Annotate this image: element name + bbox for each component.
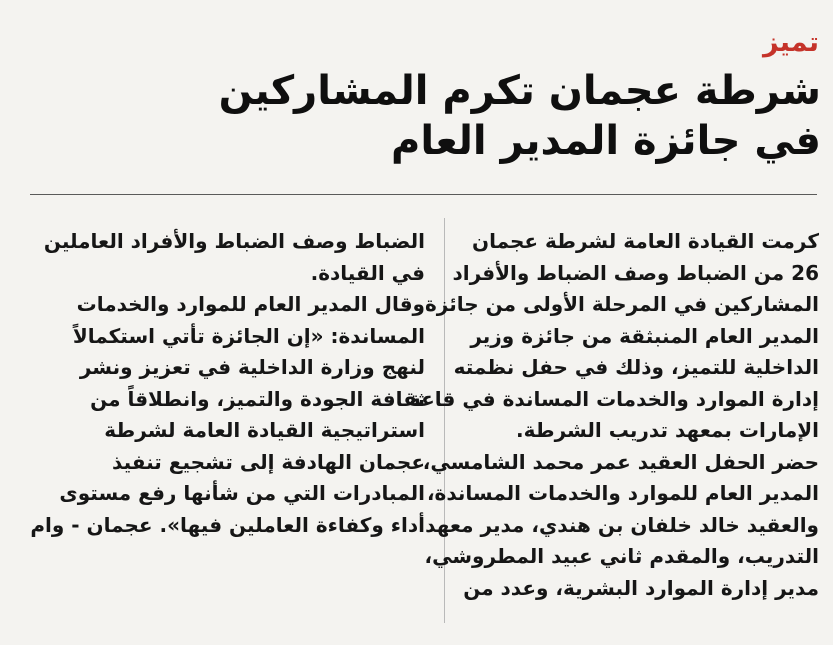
article-line: كرمت القيادة العامة لشرطة عجمان	[472, 229, 819, 253]
article-line: الداخلية للتميز، وذلك في حفل نظمته	[453, 355, 819, 379]
section-tag: تميز	[762, 27, 819, 58]
headline-line-2: في جائزة المدير العام	[391, 118, 821, 164]
article-line: الضباط وصف الضباط والأفراد العاملين	[43, 229, 425, 253]
article-line: أداء وكفاءة العاملين فيها». عجمان - وام	[30, 512, 425, 537]
headline-divider	[30, 194, 817, 195]
article-line: لنهج وزارة الداخلية في تعزيز ونشر	[79, 355, 425, 379]
article-column-left	[30, 226, 425, 541]
article-line: المدير العام المنبثقة من جائزة وزير	[470, 323, 819, 348]
article-column-right	[408, 226, 819, 604]
article-line: الإمارات بمعهد تدريب الشرطة.	[516, 418, 819, 442]
article-line: المساندة: «إن الجائزة تأتي استكمالاً	[72, 323, 425, 348]
article-line: 26 من الضباط وصف الضباط والأفراد	[452, 260, 819, 285]
article-line: المشاركين في المرحلة الأولى من جائزة	[425, 292, 819, 316]
article-line: استراتيجية القيادة العامة لشرطة	[104, 418, 425, 442]
article-line: عجمان الهادفة إلى تشجيع تنفيذ	[112, 449, 425, 474]
article-line: المبادرات التي من شأنها رفع مستوى	[59, 481, 425, 505]
article-line: التدريب، والمقدم ثاني عبيد المطروشي،	[424, 544, 819, 568]
article-line: وقال المدير العام للموارد والخدمات	[76, 292, 425, 316]
headline	[21, 66, 821, 166]
article-line: في القيادة.	[310, 260, 425, 285]
article-line: المدير العام للموارد والخدمات المساندة،	[426, 481, 819, 505]
article-line: مدير إدارة الموارد البشرية، وعدد من	[463, 575, 819, 600]
headline-line-1: شرطة عجمان تكرم المشاركين	[218, 68, 821, 114]
article-line: والعقيد خالد خلفان بن هندي، مدير معهد	[425, 512, 819, 537]
article-line: إدارة الموارد والخدمات المساندة في قاعة	[408, 386, 819, 411]
article-line: حضر الحفل العقيد عمر محمد الشامسي،	[422, 449, 819, 474]
article-line: ثقافة الجودة والتميز، وانطلاقاً من	[90, 386, 425, 411]
